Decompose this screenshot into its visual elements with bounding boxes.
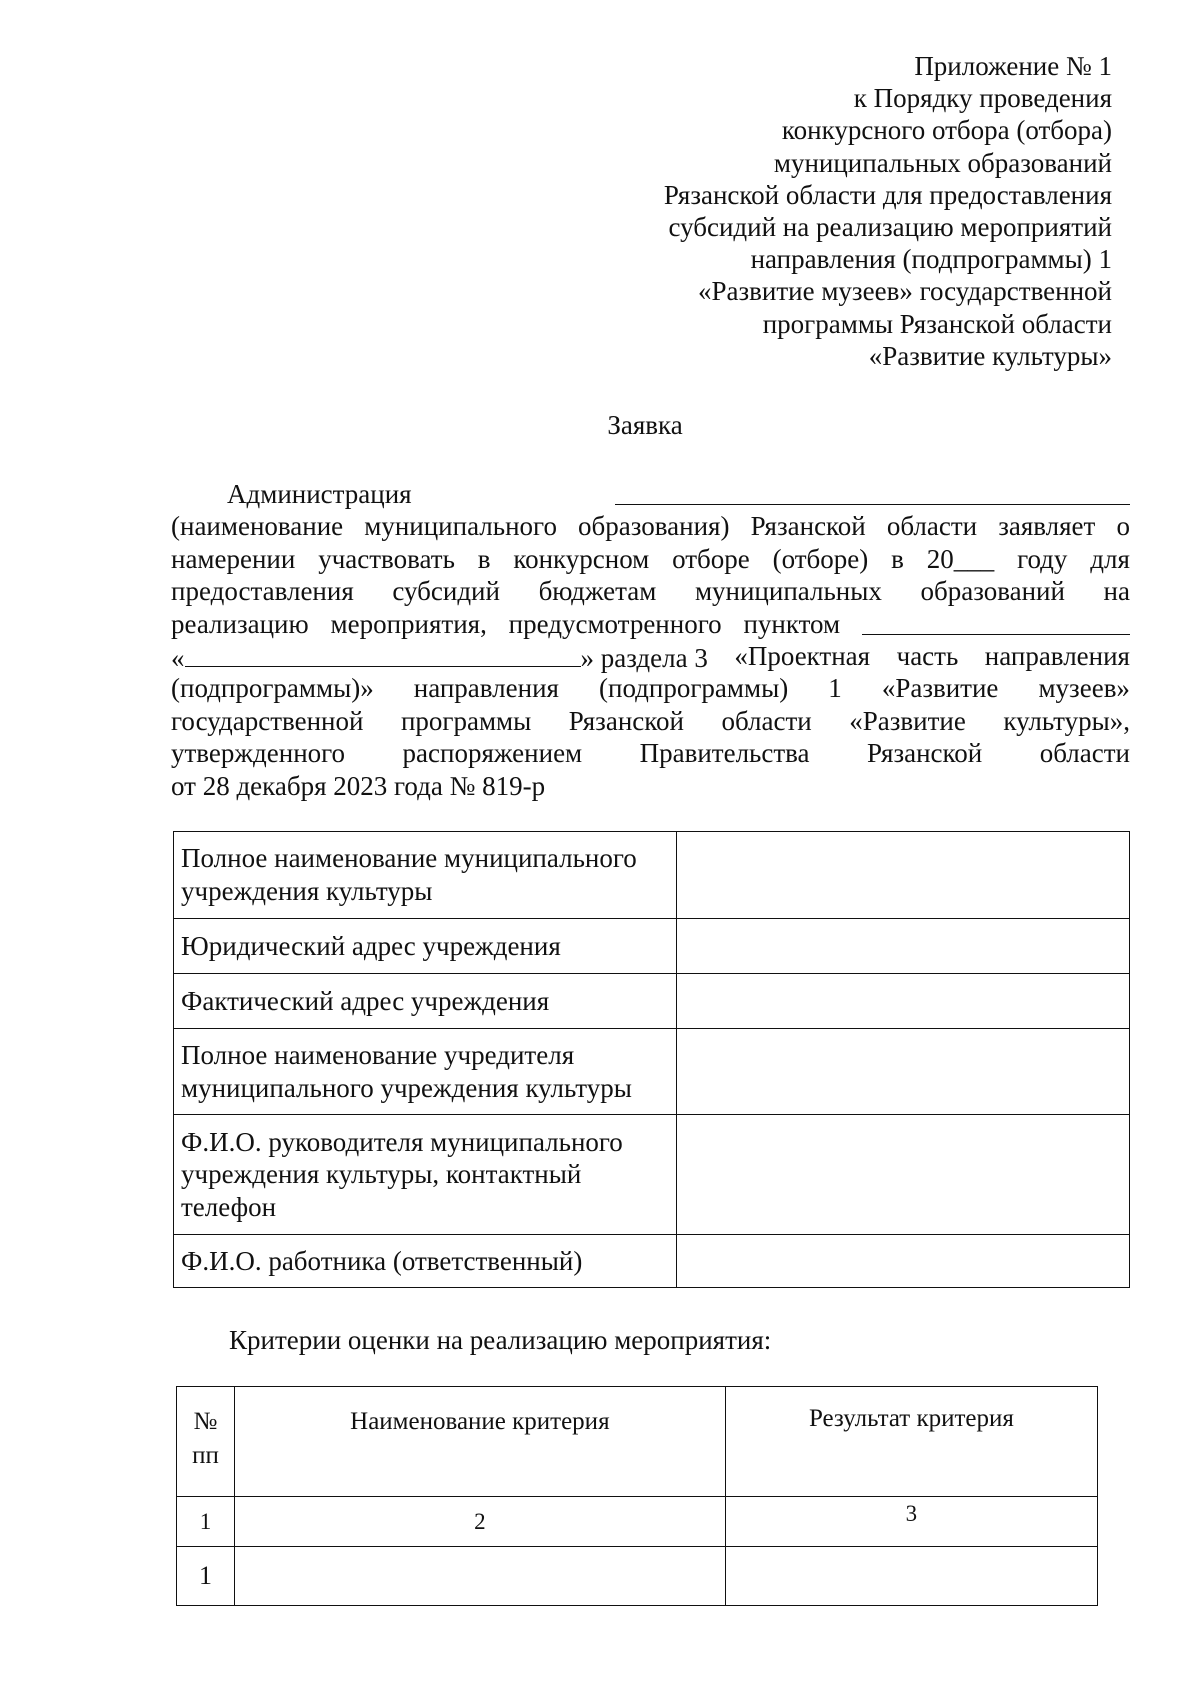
- appendix-line: к Порядку проведения: [853, 83, 1112, 114]
- year-field[interactable]: 20___: [926, 543, 995, 574]
- column-number: 2: [234, 1497, 725, 1547]
- word: муниципального: [364, 511, 557, 542]
- header-num: [177, 1387, 235, 1497]
- header-criterion-name: Наименование критерия: [234, 1387, 725, 1497]
- label-line: Ф.И.О. руководителя муниципального: [181, 1126, 623, 1157]
- row-value-input[interactable]: [676, 832, 1129, 919]
- appendix-line: «Развитие культуры»: [868, 340, 1112, 371]
- header-criterion-result: Результат критерия: [725, 1387, 1097, 1497]
- paragraph-line: [171, 510, 1130, 542]
- header-num-line: №: [193, 1408, 218, 1435]
- row-label: [174, 919, 677, 974]
- word: реализацию: [171, 608, 309, 639]
- appendix-header: [664, 50, 1112, 372]
- column-number-row: [177, 1497, 1098, 1547]
- row-label: [174, 1029, 677, 1115]
- word: области: [886, 511, 978, 542]
- quote-open: «: [171, 642, 185, 673]
- table-row: [177, 1547, 1098, 1606]
- word: предусмотренного: [508, 608, 722, 639]
- word: (отборе): [772, 543, 869, 574]
- row-label: [174, 1115, 677, 1235]
- appendix-line: субсидий на реализацию мероприятий: [668, 212, 1112, 243]
- item-name-blank[interactable]: [185, 640, 581, 667]
- word: Рязанской: [568, 705, 684, 736]
- paragraph-line: [171, 608, 1130, 640]
- paragraph-line: [171, 770, 1130, 802]
- word: году: [1017, 543, 1068, 574]
- word: музеев»: [1038, 673, 1130, 704]
- word: предоставления: [171, 576, 354, 607]
- word: области: [721, 705, 812, 736]
- row-value-input[interactable]: [676, 1115, 1129, 1235]
- word: направления: [413, 673, 559, 704]
- municipality-blank[interactable]: [615, 478, 1130, 505]
- row-value-input[interactable]: [676, 919, 1129, 974]
- word: о: [1116, 511, 1130, 542]
- row-value-input[interactable]: [676, 1029, 1129, 1115]
- administration-word: Администрация: [227, 479, 412, 509]
- criterion-name-input[interactable]: [234, 1547, 725, 1606]
- word: пунктом: [743, 608, 841, 639]
- word: культуры»,: [1003, 705, 1130, 736]
- word: бюджетам: [538, 576, 657, 607]
- word: для: [1090, 543, 1130, 574]
- column-number: 3: [725, 1497, 1097, 1547]
- item-number-blank[interactable]: [862, 608, 1130, 635]
- label-line: Полное наименование муниципального: [181, 843, 637, 874]
- word: субсидий: [392, 576, 500, 607]
- paragraph-line: [171, 705, 1130, 737]
- appendix-line: конкурсного отбора (отбора): [781, 115, 1112, 146]
- label-line: учреждения культуры, контактный: [181, 1159, 582, 1190]
- appendix-line: муниципальных образований: [773, 147, 1112, 178]
- word: «Развитие: [849, 705, 966, 736]
- row-label: [174, 974, 677, 1029]
- word: отборе: [672, 543, 750, 574]
- paragraph-line: [171, 543, 1130, 575]
- word: образований: [920, 576, 1065, 607]
- word: «Проектная: [734, 640, 871, 671]
- row-label: [174, 1235, 677, 1288]
- table-row: [174, 974, 1130, 1029]
- word: Рязанской: [750, 511, 866, 542]
- word: в: [891, 543, 904, 574]
- paragraph-line: [171, 737, 1130, 769]
- word: муниципальных: [694, 576, 882, 607]
- appendix-line: программы Рязанской области: [762, 308, 1112, 339]
- document-title: Заявка: [607, 410, 683, 440]
- label-line: Юридический адрес учреждения: [181, 930, 561, 961]
- appendix-line: направления (подпрограммы) 1: [750, 244, 1112, 275]
- row-value-input[interactable]: [676, 974, 1129, 1029]
- word: (подпрограммы)»: [171, 673, 374, 704]
- column-number: 1: [177, 1497, 235, 1547]
- criterion-result-input[interactable]: [725, 1547, 1097, 1606]
- word: намерении: [171, 543, 296, 574]
- appendix-line: Приложение № 1: [914, 51, 1112, 81]
- order-reference: от 28 декабря 2023 года № 819-р: [171, 770, 546, 801]
- institution-info-table: [173, 831, 1130, 1288]
- label-line: телефон: [181, 1191, 277, 1222]
- paragraph-line: [171, 478, 1130, 510]
- word: государственной: [171, 705, 364, 736]
- word: мероприятия,: [330, 608, 487, 639]
- word: 1: [828, 673, 842, 704]
- table-row: [174, 1115, 1130, 1235]
- word: направления: [984, 640, 1130, 671]
- label-line: муниципального учреждения культуры: [181, 1072, 632, 1103]
- paragraph-line: [171, 575, 1130, 607]
- table-header-row: [177, 1387, 1098, 1497]
- label-line: учреждения культуры: [181, 876, 433, 906]
- section-ref: » раздела 3: [580, 642, 708, 673]
- word: конкурсном: [513, 543, 650, 574]
- appendix-line: Рязанской области для предоставления: [663, 179, 1112, 210]
- word: образования): [578, 511, 730, 542]
- label-line: Ф.И.О. работника (ответственный): [181, 1245, 583, 1276]
- criteria-heading: Критерии оценки на реализацию мероприятия:: [229, 1325, 772, 1355]
- word: области: [1039, 738, 1130, 769]
- header-num-line: пп: [192, 1442, 219, 1469]
- label-line: Фактический адрес учреждения: [181, 985, 550, 1016]
- appendix-line: «Развитие музеев» государственной: [698, 276, 1112, 307]
- row-label: [174, 832, 677, 919]
- word: на: [1103, 576, 1130, 607]
- row-value-input[interactable]: [676, 1235, 1129, 1288]
- word: Правительства: [639, 738, 810, 769]
- word: участвовать: [318, 543, 455, 574]
- word: Рязанской: [867, 738, 983, 769]
- word: программы: [400, 705, 532, 736]
- row-number: 1: [177, 1547, 235, 1606]
- word: часть: [896, 640, 959, 671]
- word: в: [477, 543, 491, 574]
- quote-group: [171, 640, 708, 672]
- table-row: [174, 1235, 1130, 1288]
- application-paragraph: [171, 478, 1130, 802]
- word: распоряжением: [402, 738, 583, 769]
- paragraph-line: [171, 672, 1130, 704]
- word: «Развитие: [881, 673, 999, 704]
- table-row: [174, 1029, 1130, 1115]
- word: (подпрограммы): [599, 673, 789, 704]
- label-line: Полное наименование учредителя: [181, 1039, 575, 1070]
- table-row: [174, 832, 1130, 919]
- table-row: [174, 919, 1130, 974]
- criteria-table: [176, 1386, 1098, 1606]
- word: утвержденного: [171, 738, 346, 769]
- word: (наименование: [171, 511, 344, 542]
- paragraph-line: [171, 640, 1130, 672]
- word: заявляет: [998, 511, 1096, 542]
